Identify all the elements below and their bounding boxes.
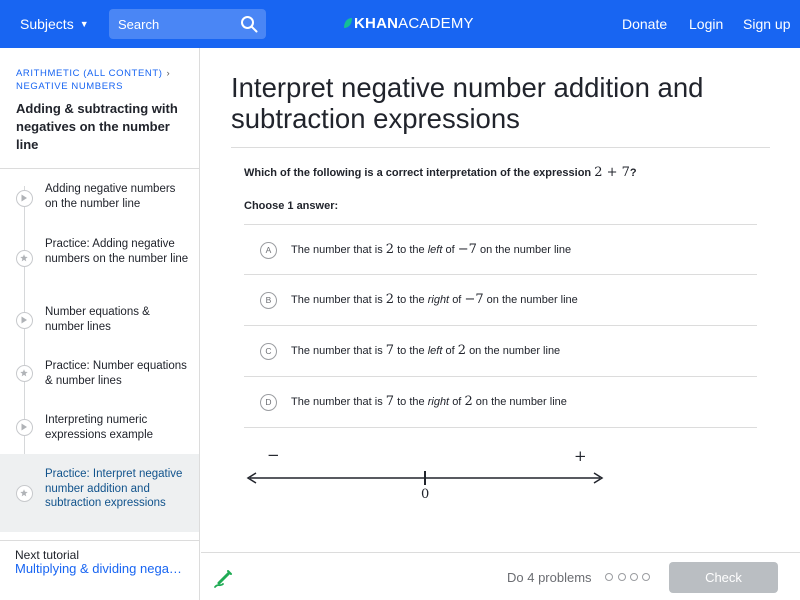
- answer-choice-c[interactable]: [244, 326, 757, 377]
- play-icon: [16, 419, 33, 436]
- logo-text-light: ACADEMY: [398, 15, 474, 32]
- choose-instruction: Choose 1 answer:: [244, 200, 339, 212]
- star-icon: [16, 250, 33, 267]
- donate-link[interactable]: Donate: [622, 16, 668, 32]
- leaf-icon: [343, 17, 353, 29]
- sidebar-item-label: Practice: Adding negative numbers on the number line: [45, 238, 189, 265]
- question-expression: 2 + 7: [594, 165, 630, 180]
- sidebar-item-label: Adding negative numbers on the number line: [45, 183, 176, 210]
- tutorial-sidebar: [0, 48, 200, 600]
- next-tutorial-panel: [0, 540, 199, 600]
- answer-choice-d[interactable]: [244, 377, 757, 428]
- khan-academy-logo[interactable]: [343, 15, 474, 32]
- sidebar-item-video[interactable]: [0, 176, 199, 230]
- plus-sign: +: [574, 447, 587, 465]
- choice-text: The number that is 7 to the left of 2 on the number line: [291, 343, 561, 358]
- answer-choice-b[interactable]: [244, 275, 757, 326]
- minus-sign: −: [267, 446, 280, 464]
- caret-down-icon: ▼: [79, 19, 89, 29]
- search-icon[interactable]: [240, 15, 258, 33]
- exercise-panel: [201, 48, 800, 552]
- question-suffix: ?: [629, 167, 637, 179]
- breadcrumb-link-negative-numbers[interactable]: NEGATIVE NUMBERS: [16, 81, 124, 92]
- progress-dot: [630, 573, 638, 581]
- sidebar-item-video[interactable]: [0, 298, 199, 352]
- star-icon: [16, 485, 33, 502]
- logo-text-bold: KHAN: [354, 15, 399, 32]
- number-line-graphic: [244, 443, 609, 513]
- progress-dot: [605, 573, 613, 581]
- tutorial-title: Adding & subtracting with negatives on the number line: [16, 101, 178, 152]
- check-button[interactable]: Check: [669, 562, 778, 593]
- scratchpad-pencil-icon[interactable]: [213, 567, 235, 589]
- search-box: [109, 9, 266, 39]
- star-icon: [16, 365, 33, 382]
- play-icon: [16, 190, 33, 207]
- zero-label: 0: [421, 487, 430, 502]
- breadcrumb: [16, 67, 196, 93]
- subjects-label: Subjects: [20, 16, 74, 32]
- problems-remaining-text: Do 4 problems: [507, 570, 592, 585]
- subjects-menu[interactable]: [20, 16, 89, 32]
- divider: [231, 147, 770, 148]
- choice-letter-bubble[interactable]: D: [260, 394, 277, 411]
- next-tutorial-label: Next tutorial: [15, 548, 80, 562]
- question-text: [244, 165, 637, 180]
- divider: [0, 168, 199, 169]
- sidebar-item-label: Interpreting numeric expressions example: [45, 414, 154, 441]
- top-nav-bar: [0, 0, 800, 48]
- sidebar-item-label: Practice: Interpret negative number addition and subtraction expressions: [45, 468, 183, 509]
- choice-letter-bubble[interactable]: B: [260, 292, 277, 309]
- exercise-footer: [201, 552, 800, 600]
- progress-dot: [618, 573, 626, 581]
- answer-choice-a[interactable]: [244, 224, 757, 275]
- sidebar-item-practice[interactable]: [0, 230, 199, 298]
- search-input[interactable]: [109, 9, 234, 39]
- choice-letter-bubble[interactable]: A: [260, 242, 277, 259]
- sidebar-item-video[interactable]: [0, 406, 199, 460]
- signup-link[interactable]: Sign up: [743, 16, 791, 32]
- sidebar-item-practice-active[interactable]: [0, 454, 199, 532]
- play-icon: [16, 312, 33, 329]
- breadcrumb-link-arithmetic[interactable]: ARITHMETIC (ALL CONTENT): [16, 68, 163, 79]
- exercise-title: Interpret negative number addition and subtraction expressions: [231, 72, 704, 134]
- choice-text: The number that is 2 to the right of −7 on the number line: [291, 292, 578, 307]
- question-prefix: Which of the following is a correct interpretation of the expression: [244, 167, 592, 179]
- choice-text: The number that is 7 to the right of 2 on the number line: [291, 394, 567, 409]
- chevron-right-icon: ›: [166, 68, 171, 79]
- choice-text: The number that is 2 to the left of −7 on the number line: [291, 242, 572, 257]
- choice-letter-bubble[interactable]: C: [260, 343, 277, 360]
- sidebar-item-practice[interactable]: [0, 352, 199, 406]
- login-link[interactable]: Login: [689, 16, 724, 32]
- sidebar-item-label: Number equations & number lines: [45, 306, 150, 333]
- next-tutorial-link[interactable]: Multiplying & dividing nega…: [15, 561, 182, 576]
- sidebar-item-label: Practice: Number equations & number lines: [45, 360, 187, 387]
- progress-dot: [642, 573, 650, 581]
